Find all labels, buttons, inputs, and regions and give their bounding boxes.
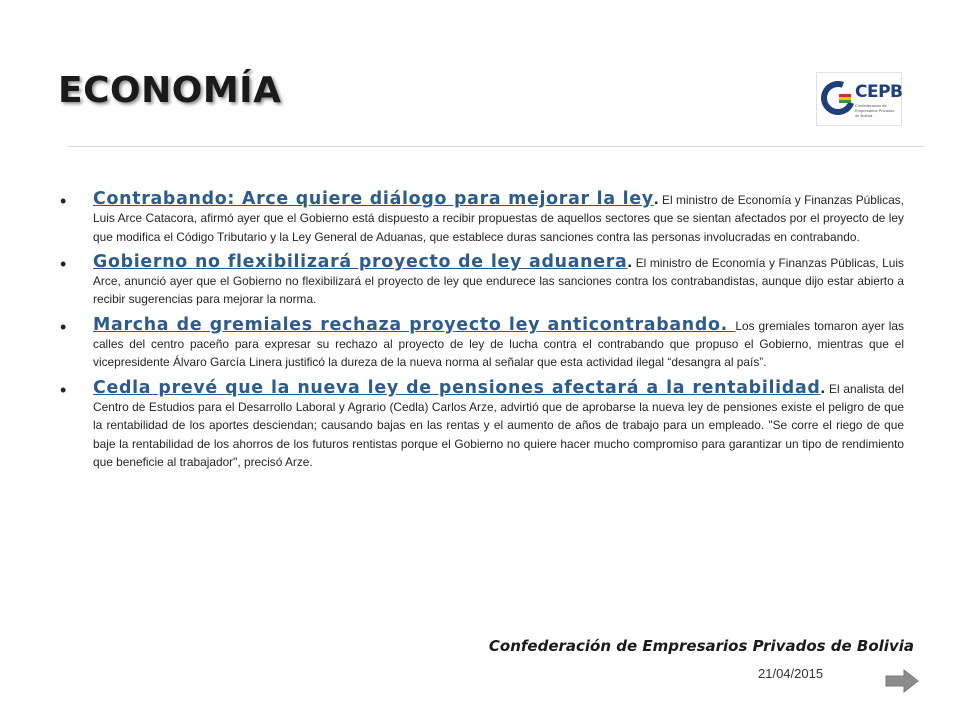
- footer-organization: Confederación de Empresarios Privados de Bolivia: [488, 637, 914, 655]
- page-title: ECONOMÍA: [58, 70, 282, 111]
- bullet-icon: •: [60, 191, 67, 211]
- news-item: [60, 379, 904, 471]
- bullet-icon: •: [60, 379, 67, 400]
- news-item: [60, 253, 904, 309]
- news-body: El ministro de Economía y Finanzas Públicas, Luis Arce, anunció ayer que el Gobierno no flexibilizará el proyecto de ley que endurece las sanciones contra los contrabandistas, aunque dijo estar abierto a recibir sugerencias para mejorar la norma.: [93, 255, 904, 307]
- footer-date: 21/04/2015: [758, 666, 824, 681]
- cepb-logo: [816, 72, 902, 126]
- news-headline-link[interactable]: Marcha de gremiales rechaza proyecto ley anticontrabando.: [93, 314, 736, 335]
- news-headline-link[interactable]: Contrabando: Arce quiere diálogo para mejorar la ley: [93, 189, 654, 209]
- news-list: [60, 190, 904, 478]
- bullet-icon: •: [60, 316, 67, 337]
- news-body: El ministro de Economía y Finanzas Públicas, Luis Arce Catacora, afirmó ayer que el Gobierno está dispuesto a recibir propuestas de aquellos sectores que se sientan afectados por el proyecto de ley que modifica el Código Tributario y la Ley General de Aduanas, que establece duras sanciones contra las personas involucradas en contrabando.: [93, 193, 904, 244]
- headline-punctuation: .: [627, 251, 633, 271]
- bullet-icon: •: [60, 253, 67, 274]
- news-headline-link[interactable]: Gobierno no flexibilizará proyecto de ley aduanera: [93, 251, 628, 272]
- news-item: [60, 316, 904, 372]
- news-item: [60, 190, 904, 246]
- header-divider: [68, 146, 924, 147]
- news-body: El analista del Centro de Estudios para el Desarrollo Laboral y Agrario (Cedla) Carlos Arze, advirtió que de aprobarse la nueva ley de pensiones existe el peligro de que la rentabilidad de los aportes desciendan; causando bajas en las rentas y el aumento de años de trabajo para un empleado. "Se corre el riego de que baje la rentabilidad de los ahorros de los futuros rentistas porque el Gobierno no quiere hacer mucho compromiso para garantizar un tipo de rendimiento que beneficie al trabajador", precisó Arze.: [93, 381, 904, 469]
- next-arrow-icon[interactable]: [884, 668, 920, 694]
- news-body: Los gremiales tomaron ayer las calles del centro paceño para expresar su rechazo al proyecto de ley de lucha contra el contrabando que propuso el Gobierno, mientras que el vicepresidente Álvaro García Linera justificó la dureza de la nueva norma al señalar que esta actividad ilegal “desangra al país”.: [93, 318, 904, 370]
- news-headline-link[interactable]: Cedla prevé que la nueva ley de pensiones afectará a la rentabilidad: [93, 377, 821, 398]
- cepb-logo-icon: [821, 81, 855, 115]
- logo-subtitle: Confederación de Empresarios Privados de Bolivia: [855, 103, 895, 118]
- logo-text: CEPB: [855, 82, 903, 102]
- headline-punctuation: .: [653, 189, 659, 208]
- headline-punctuation: .: [820, 377, 826, 397]
